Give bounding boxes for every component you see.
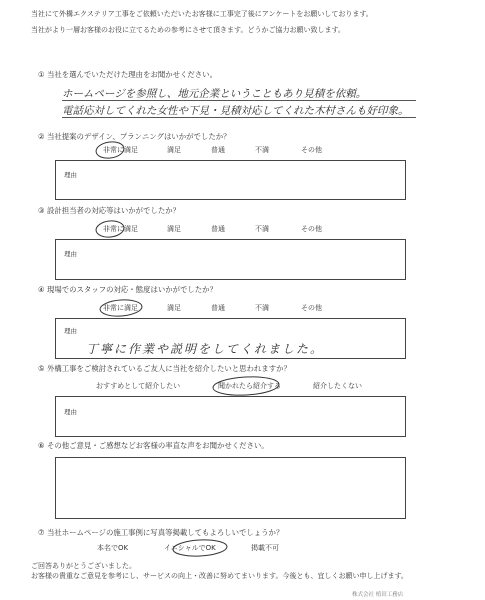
- q7-option-no-publish[interactable]: 掲載不可: [251, 544, 279, 552]
- q2-option-satisfied[interactable]: 満足: [167, 146, 181, 154]
- q4-option-normal[interactable]: 普通: [211, 304, 225, 312]
- q4-handwritten-answer: 丁寧に作業や説明をしてくれました。: [86, 342, 325, 356]
- q1-question: ① 当社を選んでいただけた理由をお聞かせください。: [38, 70, 217, 79]
- q1-answer-underline-1: [62, 100, 416, 101]
- q4-reason-label: 理由: [64, 327, 77, 335]
- intro-line-1: 当社にて外構エクステリア工事をご依頼いただいたお客様に工事完了後にアンケートをお願いしております。: [31, 10, 373, 18]
- q5-option-not-recommend[interactable]: 紹介したくない: [313, 382, 362, 390]
- q2-option-dissatisfied[interactable]: 不満: [255, 146, 269, 154]
- q3-reason-label: 理由: [64, 250, 77, 258]
- q1-handwritten-line-2: 電話応対してくれた女性や下見・見積対応してくれた木村さんも好印象。: [62, 105, 409, 117]
- q6-question: ⑥ その他ご意見・ご感想などお客様の率直な声をお聞かせください。: [38, 441, 269, 450]
- q5-question: ⑤ 外構工事をご検討されているご友人に当社を紹介したいと思われますか？: [38, 364, 291, 373]
- q4-option-other[interactable]: その他: [301, 304, 322, 312]
- footer-corner-text: 株式会社 植田工務店: [352, 592, 404, 598]
- q7-option-initials[interactable]: イニシャルでOK: [164, 544, 216, 552]
- q2-reason-label: 理由: [64, 171, 77, 179]
- q1-handwritten-line-1: ホームページを参照し、地元企業ということもあり見積を依頼。: [62, 88, 367, 100]
- footer-thanks: ご回答ありがとうございました。: [31, 562, 136, 570]
- q4-reason-box[interactable]: [55, 318, 406, 359]
- q2-question: ② 当社提案のデザイン、プランニングはいかがでしたか？: [38, 132, 231, 141]
- q7-question: ⑦ 当社ホームページの施工事例に写真等掲載してもよろしいでしょうか？: [38, 528, 284, 537]
- q5-reason-box[interactable]: [55, 396, 406, 437]
- q4-option-very-satisfied[interactable]: 非常に満足: [103, 304, 138, 312]
- q1-answer-underline-2: [62, 117, 416, 118]
- q5-option-recommend[interactable]: おすすめとして紹介したい: [96, 382, 181, 390]
- q3-option-normal[interactable]: 普通: [211, 225, 225, 233]
- q5-reason-label: 理由: [64, 408, 77, 416]
- q4-question: ④ 現場でのスタッフの対応・態度はいかがでしたか？: [38, 285, 217, 294]
- q2-option-normal[interactable]: 普通: [211, 146, 225, 154]
- q3-option-other[interactable]: その他: [301, 225, 322, 233]
- q7-option-real-name[interactable]: 本名でOK: [97, 544, 129, 552]
- q5-option-if-asked[interactable]: 聞かれたら紹介する: [218, 382, 281, 390]
- footer-message: お客様の貴重なご意見を参考にし、サービスの向上・改善に努めてまいります。今後とも、宜しくお願い申し上げます。: [31, 572, 408, 580]
- q3-reason-box[interactable]: [55, 239, 406, 280]
- q3-option-satisfied[interactable]: 満足: [167, 225, 181, 233]
- q6-comment-box[interactable]: [55, 457, 406, 519]
- q4-option-dissatisfied[interactable]: 不満: [255, 304, 269, 312]
- q2-reason-box[interactable]: [55, 160, 406, 200]
- q3-option-dissatisfied[interactable]: 不満: [255, 225, 269, 233]
- q2-option-other[interactable]: その他: [301, 146, 322, 154]
- q3-question: ③ 設計担当者の対応等はいかがでしたか？: [38, 206, 181, 215]
- q3-option-very-satisfied[interactable]: 非常に満足: [103, 225, 138, 233]
- q4-option-satisfied[interactable]: 満足: [167, 304, 181, 312]
- q2-option-very-satisfied[interactable]: 非常に満足: [103, 146, 138, 154]
- intro-line-2: 当社がより一層お客様のお役に立てるための参考にさせて頂きます。どうかご協力お願い致します。: [31, 26, 345, 34]
